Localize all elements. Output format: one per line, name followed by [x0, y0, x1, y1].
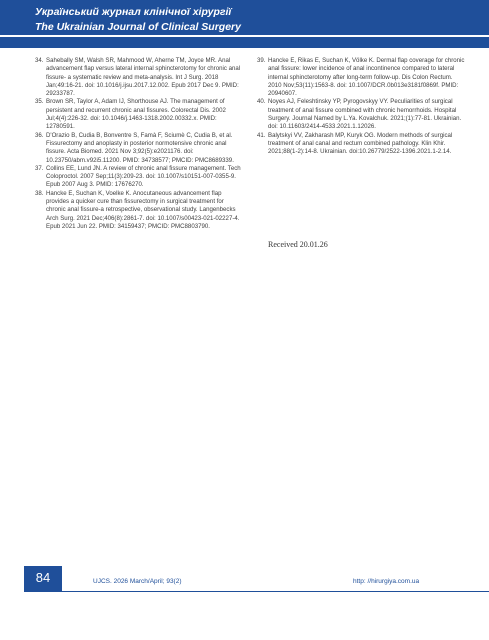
reference-text: D'Orazio B, Cudia B, Bonventre S, Famà F, Sciumè C, Cudia B, et al. Fissurectomy and anoplasty in posterior normotensive chronic anal fissure. Acta Biomed. 2021 Nov 3;92(5):e2021176. doi: 10.23750/abm.v92i5.11200. PMID: 34738577; PMCID: PMC8689339.	[46, 131, 234, 164]
journal-header	[0, 0, 489, 48]
reference-number: 37.	[35, 164, 44, 172]
reference-item	[35, 190, 245, 231]
reference-item	[257, 57, 467, 98]
footer-website-link[interactable]: http: //hirurgiya.com.ua	[353, 578, 420, 585]
footer-journal-citation: UJCS. 2026 March/April; 93(2)	[93, 578, 182, 585]
reference-text: Sahebally SM, Walsh SR, Mahmood W, Aherne TM, Joyce MR. Anal advancement flap versus lateral internal sphincterotomy for chronic anal fissure- a systematic review and meta-analysis. Int J Surg. 2018 Jan;49:16-21. doi: 10.1016/j.ijsu.2017.12.002. Epub 2017 Dec 9. PMID: 29233787.	[46, 57, 241, 98]
journal-title-ukrainian: Український журнал клінічної хірургії	[35, 6, 232, 18]
reference-number: 39.	[257, 57, 266, 64]
footer-divider	[62, 591, 489, 592]
reference-item	[35, 132, 245, 165]
reference-item	[257, 132, 467, 157]
reference-number: 41.	[257, 131, 266, 139]
reference-number: 34.	[35, 57, 44, 64]
reference-item	[35, 98, 245, 131]
reference-item	[35, 165, 245, 190]
reference-number: 35.	[35, 98, 44, 106]
references-column-left	[35, 57, 245, 231]
page-number: 84	[35, 570, 51, 585]
reference-text: Hancke E, Suchan K, Voelke K. Anocutaneous advancement flap provides a quicker cure than fissurectomy in surgical treatment for chronic anal fissure-a retrospective, observational study. Langenbecks Arch Surg. 2021 Dec;406(8):2861-7. doi: 10.1007/s00423-021-02227-4. Epub 2021 Jun 22. PMID: 34159437; PMCID: PMC8803790.	[46, 189, 240, 230]
header-divider	[0, 35, 489, 37]
received-date: Received 20.01.26	[268, 240, 328, 249]
reference-number: 38.	[35, 189, 44, 197]
reference-text: Noyes AJ, Feleshtinsky YP, Pyrogovskyy VY. Peculiarities of surgical treatment of anal fissure combined with chronic hemorrhoids. Hospital Surgery. Journal Named by L.Ya. Kovalchuk. 2021;(1):77-81. Ukrainian. doi: 10.11603/2414-4533.2021.1.12026.	[268, 98, 462, 131]
reference-item	[257, 98, 467, 131]
reference-item	[35, 57, 245, 98]
reference-text: Collins EE, Lund JN. A review of chronic anal fissure management. Tech Coloproctol. 2007 Sep;11(3):209-23. doi: 10.1007/s10151-007-0355-9. Epub 2007 Aug 3. PMID: 17676270.	[46, 164, 241, 189]
references-column-right	[257, 57, 467, 157]
reference-text: Balytskyi VV, Zakharash MP, Kuryk OG. Modern methods of surgical treatment of anal canal and rectum combined pathology. Klin Khir. 2021;88(1-2):14-8. Ukrainian. doi:10.26779/2522-1396.2021.1-2.14.	[268, 131, 453, 156]
reference-text: Brown SR, Taylor A, Adam IJ, Shorthouse AJ. The management of persistent and recurrent chronic anal fissures. Colorectal Dis. 2002 Jul;4(4):226-32. doi: 10.1046/j.1463-1318.2002.00332.x. PMID: 12780591.	[46, 98, 226, 131]
reference-text: Hancke E, Rikas E, Suchan K, Völke K. Dermal flap coverage for chronic anal fissure: lower incidence of anal incontinence compared to lateral internal sphincterotomy after long-term follow-up. Dis Colon Rectum. 2010 Nov;53(11):1563-8. doi: 10.1007/DCR.0b013e3181f0869f. PMID: 20940607.	[268, 57, 465, 98]
journal-title-english: The Ukrainian Journal of Clinical Surgery	[35, 21, 241, 33]
reference-number: 36.	[35, 131, 44, 139]
page-number-box	[24, 566, 62, 592]
reference-number: 40.	[257, 98, 266, 106]
